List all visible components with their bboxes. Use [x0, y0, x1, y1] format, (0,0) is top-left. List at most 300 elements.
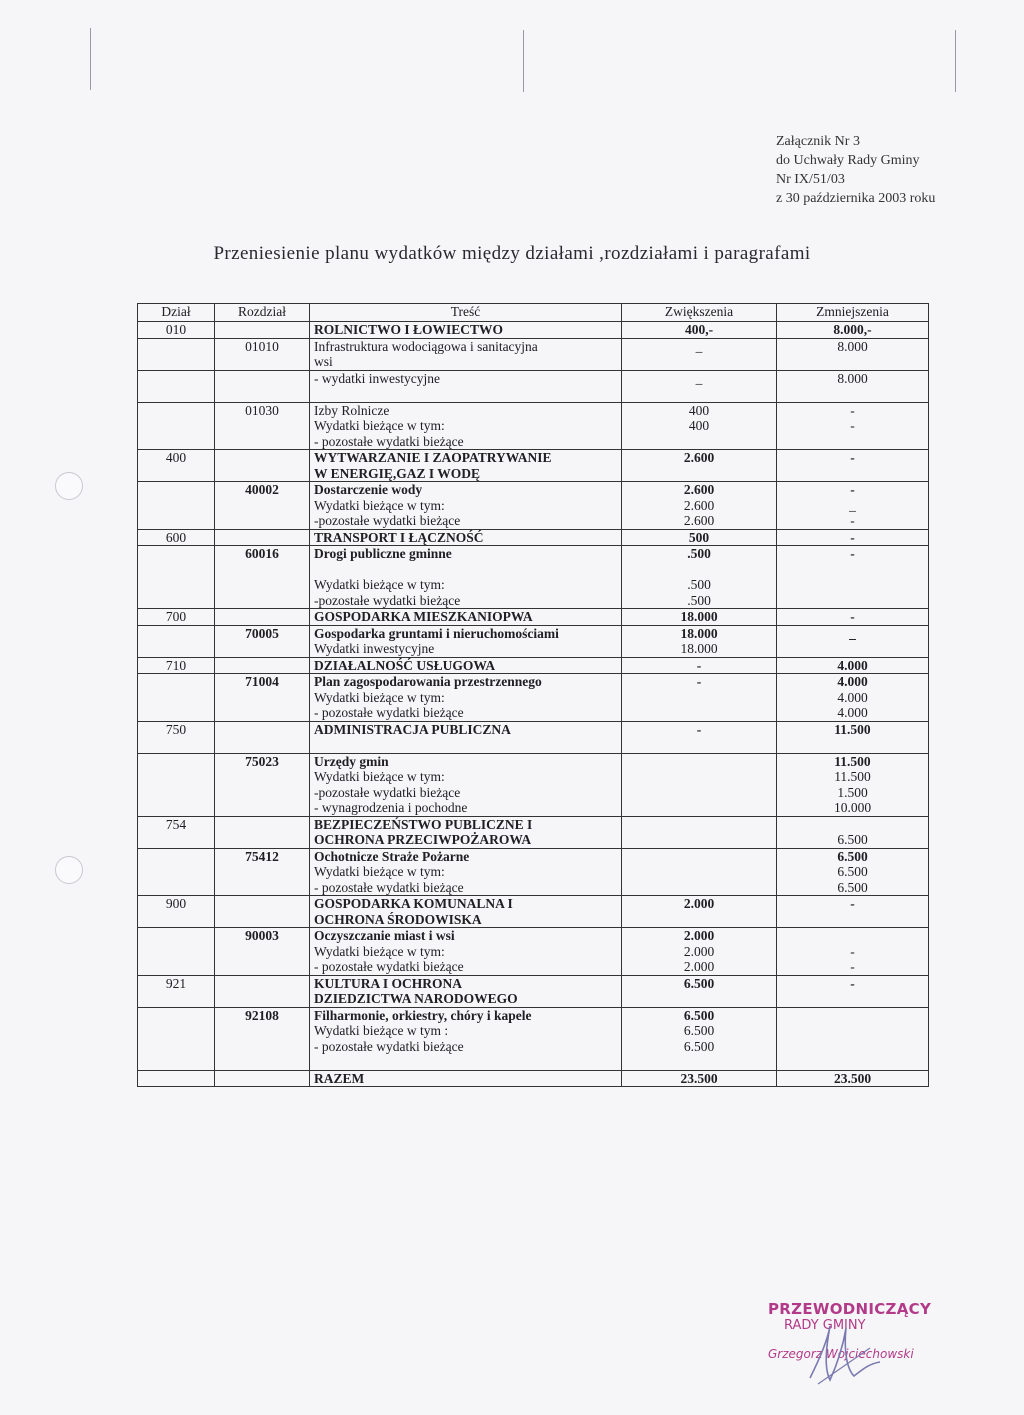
cell-zmniejszenia	[777, 609, 929, 626]
cell-zmniejszenia	[777, 402, 929, 450]
zmniejszenia-value	[781, 562, 924, 578]
zwiekszenia-value	[626, 991, 772, 1007]
zmniejszenia-value: -	[850, 959, 855, 974]
tresc-line	[314, 386, 617, 402]
cell-zmniejszenia	[777, 721, 929, 753]
cell-zwiekszenia	[622, 848, 777, 896]
rozdzial-code: 75023	[245, 753, 279, 769]
zwiekszenia-value: -	[696, 721, 702, 737]
zmniejszenia-value: -	[850, 546, 855, 561]
tresc-line: BEZPIECZEŃSTWO PUBLICZNE I	[314, 816, 533, 832]
zwiekszenia-value	[626, 466, 772, 482]
zmniejszenia-value: 23.500	[833, 1070, 872, 1086]
cell-zmniejszenia	[777, 1007, 929, 1070]
header-tresc: Treść	[310, 304, 622, 322]
tresc-line: - wydatki inwestycyjne	[314, 370, 440, 386]
cell-tresc	[310, 1007, 622, 1070]
document-title: Przeniesienie planu wydatków między działami ,rozdziałami i paragrafami	[213, 243, 811, 264]
cell-tresc	[310, 450, 622, 482]
table-row	[138, 450, 929, 482]
cell-dzial	[138, 322, 215, 339]
rozdzial-code: 71004	[245, 674, 279, 689]
zwiekszenia-value: -	[696, 657, 702, 673]
tresc-line	[314, 737, 617, 753]
cell-dzial	[138, 848, 215, 896]
cell-zmniejszenia	[777, 338, 929, 370]
zwiekszenia-value: .500	[687, 592, 711, 608]
cell-tresc	[310, 482, 622, 530]
tresc-line: Oczyszczanie miast i wsi	[314, 928, 455, 943]
stamp-name: Grzegorz Wojciechowski	[768, 1347, 914, 1361]
table-row	[138, 753, 929, 816]
zmniejszenia-value: _	[849, 497, 856, 513]
tresc-line: wsi	[314, 354, 333, 369]
zwiekszenia-value	[626, 754, 772, 770]
cell-zmniejszenia	[777, 753, 929, 816]
zmniejszenia-value: -	[850, 513, 855, 528]
zmniejszenia-value: 6.500	[837, 832, 868, 847]
zwiekszenia-value: 6.500	[683, 1023, 715, 1038]
cell-zwiekszenia	[622, 1070, 777, 1087]
attachment-line: z 30 października 2003 roku	[776, 191, 936, 206]
zmniejszenia-value	[781, 466, 924, 482]
cell-zmniejszenia	[777, 896, 929, 928]
zwiekszenia-value	[626, 434, 772, 450]
tresc-line: Wydatki inwestycyjne	[314, 641, 435, 656]
tresc-line: TRANSPORT I ŁĄCZNOŚĆ	[314, 529, 484, 545]
tresc-line: GOSPODARKA MIESZKANIOPWA	[314, 609, 533, 624]
cell-dzial	[138, 450, 215, 482]
zwiekszenia-value	[626, 800, 772, 816]
cell-zwiekszenia	[622, 482, 777, 530]
tresc-line: Wydatki bieżące w tym:	[314, 497, 445, 513]
punch-hole	[55, 856, 83, 884]
zmniejszenia-value: 11.500	[834, 769, 871, 784]
cell-zwiekszenia	[622, 674, 777, 722]
cell-tresc	[310, 370, 622, 402]
cell-zmniejszenia	[777, 450, 929, 482]
table-row	[138, 674, 929, 722]
table-row	[138, 322, 929, 339]
cell-dzial	[138, 674, 215, 722]
zmniejszenia-value: 8.000	[837, 338, 868, 354]
zmniejszenia-value: 6.500	[837, 848, 868, 864]
zwiekszenia-value	[626, 849, 772, 865]
tresc-line: ADMINISTRACJA PUBLICZNA	[314, 721, 511, 737]
zmniejszenia-value	[781, 928, 924, 944]
cell-zwiekszenia	[622, 546, 777, 609]
table-row	[138, 482, 929, 530]
zmniejszenia-value: 4.000	[837, 674, 868, 689]
cell-tresc	[310, 975, 622, 1007]
cell-dzial	[138, 402, 215, 450]
cell-tresc	[310, 529, 622, 546]
tresc-line: Wydatki bieżące w tym:	[314, 943, 445, 959]
header-zmniejszenia: Zmniejszenia	[777, 304, 929, 322]
header-zwiekszenia: Zwiększenia	[622, 304, 777, 322]
table-row	[138, 338, 929, 370]
zwiekszenia-value	[626, 912, 772, 928]
cell-rozdzial	[215, 816, 310, 848]
tresc-line: Dostarczenie wody	[314, 482, 423, 497]
zmniejszenia-value: 6.500	[837, 864, 868, 879]
budget-table	[137, 303, 929, 1087]
cell-dzial	[138, 546, 215, 609]
zwiekszenia-value: 400	[688, 418, 710, 433]
table-row	[138, 657, 929, 674]
zwiekszenia-value: 6.500	[683, 975, 715, 991]
table-row	[138, 609, 929, 626]
zwiekszenia-value: _	[695, 338, 703, 354]
zmniejszenia-value	[781, 1023, 924, 1039]
tresc-line	[314, 1054, 617, 1070]
table-row	[138, 1070, 929, 1087]
zwiekszenia-value: 23.500	[680, 1070, 718, 1086]
zmniejszenia-value: _	[849, 625, 856, 641]
tresc-line: Filharmonie, orkiestry, chóry i kapele	[314, 1007, 532, 1023]
rozdzial-code: 90003	[245, 928, 279, 943]
cell-dzial	[138, 482, 215, 530]
cell-dzial	[138, 1007, 215, 1070]
cell-rozdzial	[215, 338, 310, 370]
tresc-line: -pozostałe wydatki bieżące	[314, 513, 461, 528]
zwiekszenia-value: 2.000	[683, 943, 715, 959]
zmniejszenia-value: 4.000	[837, 689, 868, 705]
cell-zmniejszenia	[777, 975, 929, 1007]
table-row	[138, 370, 929, 402]
cell-rozdzial	[215, 402, 310, 450]
cell-rozdzial	[215, 896, 310, 928]
zmniejszenia-value: 11.500	[834, 753, 871, 769]
cell-zwiekszenia	[622, 402, 777, 450]
zmniejszenia-value: 4.000	[837, 657, 868, 673]
tresc-line: DZIAŁALNOŚĆ USŁUGOWA	[314, 657, 496, 673]
table-row	[138, 529, 929, 546]
cell-tresc	[310, 721, 622, 753]
zmniejszenia-value: -	[850, 482, 855, 497]
cell-rozdzial	[215, 546, 310, 609]
cell-zmniejszenia	[777, 848, 929, 896]
tresc-line: Infrastruktura wodociągowa i sanitacyjna	[314, 338, 538, 354]
scan-mark	[523, 30, 524, 92]
table-row	[138, 1007, 929, 1070]
attachment-header	[776, 132, 935, 208]
cell-zmniejszenia	[777, 322, 929, 339]
dzial-code: 700	[165, 609, 187, 624]
zwiekszenia-value: 400	[688, 402, 710, 418]
zmniejszenia-value	[781, 1054, 924, 1070]
zmniejszenia-value	[781, 991, 924, 1007]
cell-tresc	[310, 848, 622, 896]
zwiekszenia-value	[626, 785, 772, 801]
zmniejszenia-value: -	[850, 450, 855, 465]
cell-rozdzial	[215, 1007, 310, 1070]
table-row	[138, 896, 929, 928]
zmniejszenia-value: 4.000	[837, 705, 868, 720]
zwiekszenia-value: 2.600	[683, 497, 715, 513]
zwiekszenia-value: 500	[688, 529, 710, 545]
rozdzial-code: 75412	[245, 848, 279, 864]
cell-dzial	[138, 625, 215, 657]
cell-zwiekszenia	[622, 928, 777, 976]
cell-tresc	[310, 1070, 622, 1087]
zwiekszenia-value: 400,-	[684, 322, 714, 337]
tresc-line: OCHRONA ŚRODOWISKA	[314, 911, 482, 927]
header-dzial: Dział	[138, 304, 215, 322]
cell-dzial	[138, 529, 215, 546]
rozdzial-code: 92108	[245, 1007, 279, 1023]
cell-dzial	[138, 816, 215, 848]
zwiekszenia-value: 18.000	[680, 625, 718, 641]
table-row	[138, 848, 929, 896]
tresc-line: WYTWARZANIE I ZAOPATRYWANIE	[314, 450, 552, 465]
stamp-title: PRZEWODNICZĄCY	[768, 1300, 932, 1318]
tresc-line: -pozostałe wydatki bieżące	[314, 784, 461, 800]
cell-dzial	[138, 657, 215, 674]
tresc-line: - pozostałe wydatki bieżące	[314, 705, 464, 720]
cell-rozdzial	[215, 1070, 310, 1087]
cell-rozdzial	[215, 753, 310, 816]
tresc-line: -pozostałe wydatki bieżące	[314, 592, 461, 608]
cell-zmniejszenia	[777, 529, 929, 546]
zmniejszenia-value: 11.500	[834, 721, 871, 737]
cell-zmniejszenia	[777, 1070, 929, 1087]
tresc-line: Drogi publiczne gminne	[314, 546, 452, 561]
punch-hole	[55, 472, 83, 500]
attachment-line: Nr IX/51/03	[776, 172, 845, 187]
cell-zwiekszenia	[622, 753, 777, 816]
cell-zwiekszenia	[622, 370, 777, 402]
tresc-line: Wydatki bieżące w tym:	[314, 418, 445, 433]
dzial-code: 921	[165, 975, 187, 991]
zmniejszenia-value	[781, 593, 924, 609]
cell-zwiekszenia	[622, 529, 777, 546]
cell-zwiekszenia	[622, 721, 777, 753]
cell-rozdzial	[215, 529, 310, 546]
tresc-line: - pozostałe wydatki bieżące	[314, 959, 464, 974]
cell-zmniejszenia	[777, 625, 929, 657]
zmniejszenia-value	[781, 577, 924, 593]
cell-rozdzial	[215, 721, 310, 753]
zwiekszenia-value: 2.000	[683, 959, 715, 974]
dzial-code: 754	[165, 816, 187, 832]
cell-rozdzial	[215, 674, 310, 722]
cell-rozdzial	[215, 625, 310, 657]
tresc-line: Izby Rolnicze	[314, 402, 390, 418]
cell-zwiekszenia	[622, 975, 777, 1007]
tresc-line: ROLNICTWO I ŁOWIECTWO	[314, 322, 504, 337]
rozdzial-code: 01030	[245, 402, 279, 418]
cell-tresc	[310, 674, 622, 722]
zmniejszenia-value: 8.000	[837, 370, 868, 386]
cell-zmniejszenia	[777, 928, 929, 976]
zwiekszenia-value	[626, 832, 772, 848]
table-row	[138, 625, 929, 657]
zwiekszenia-value	[626, 737, 772, 753]
zmniejszenia-value: 1.500	[837, 784, 868, 800]
cell-rozdzial	[215, 609, 310, 626]
cell-tresc	[310, 338, 622, 370]
cell-dzial	[138, 609, 215, 626]
cell-dzial	[138, 928, 215, 976]
tresc-line: Wydatki bieżące w tym:	[314, 864, 445, 879]
zmniejszenia-value: 6.500	[837, 879, 868, 895]
cell-zwiekszenia	[622, 322, 777, 339]
tresc-line: Wydatki bieżące w tym:	[314, 689, 445, 705]
zmniejszenia-value: -	[850, 896, 855, 911]
tresc-line: GOSPODARKA KOMUNALNA I	[314, 896, 513, 911]
zwiekszenia-value: 6.500	[683, 1007, 715, 1023]
table-row	[138, 975, 929, 1007]
tresc-line: Gospodarka gruntami i nieruchomościami	[314, 625, 559, 641]
table-row	[138, 928, 929, 976]
zmniejszenia-value: -	[850, 609, 855, 624]
cell-tresc	[310, 928, 622, 976]
stamp-council: RADY GMINY	[784, 1318, 866, 1333]
tresc-line: - wynagrodzenia i pochodne	[314, 800, 468, 815]
tresc-line: DZIEDZICTWA NARODOWEGO	[314, 991, 518, 1006]
cell-zmniejszenia	[777, 657, 929, 674]
cell-dzial	[138, 338, 215, 370]
zwiekszenia-value: 6.500	[683, 1038, 715, 1054]
zwiekszenia-value	[626, 817, 772, 833]
zwiekszenia-value: 2.600	[683, 450, 715, 465]
cell-rozdzial	[215, 928, 310, 976]
cell-zmniejszenia	[777, 482, 929, 530]
cell-rozdzial	[215, 450, 310, 482]
cell-tresc	[310, 625, 622, 657]
zwiekszenia-value	[626, 864, 772, 880]
rozdzial-code: 60016	[245, 546, 279, 561]
header-rozdzial: Rozdział	[215, 304, 310, 322]
zmniejszenia-value	[781, 1008, 924, 1024]
tresc-line: W ENERGIĘ,GAZ I WODĘ	[314, 465, 481, 481]
cell-zwiekszenia	[622, 625, 777, 657]
signature-icon	[800, 1318, 890, 1393]
zwiekszenia-value	[626, 562, 772, 578]
zwiekszenia-value: 2.000	[683, 896, 715, 911]
zwiekszenia-value	[626, 769, 772, 785]
cell-rozdzial	[215, 370, 310, 402]
cell-dzial	[138, 1070, 215, 1087]
zmniejszenia-value	[781, 1039, 924, 1055]
cell-dzial	[138, 975, 215, 1007]
tresc-line: OCHRONA PRZECIWPOŻAROWA	[314, 832, 532, 847]
dzial-code: 900	[165, 896, 187, 911]
cell-tresc	[310, 609, 622, 626]
dzial-code: 750	[165, 721, 187, 737]
cell-rozdzial	[215, 848, 310, 896]
dzial-code: 600	[165, 529, 187, 545]
zwiekszenia-value: 18.000	[680, 609, 718, 624]
rozdzial-code: 40002	[245, 482, 279, 497]
zwiekszenia-value: -	[696, 674, 702, 689]
cell-zwiekszenia	[622, 816, 777, 848]
zmniejszenia-value	[781, 641, 924, 657]
cell-zmniejszenia	[777, 370, 929, 402]
tresc-line: Wydatki bieżące w tym:	[314, 769, 445, 784]
cell-zmniejszenia	[777, 674, 929, 722]
cell-zwiekszenia	[622, 338, 777, 370]
cell-rozdzial	[215, 322, 310, 339]
zmniejszenia-value: -	[850, 418, 855, 433]
zwiekszenia-value: .500	[687, 577, 711, 592]
cell-zwiekszenia	[622, 657, 777, 674]
cell-dzial	[138, 721, 215, 753]
cell-dzial	[138, 896, 215, 928]
cell-dzial	[138, 753, 215, 816]
cell-dzial	[138, 370, 215, 402]
table-row	[138, 402, 929, 450]
cell-zmniejszenia	[777, 816, 929, 848]
zwiekszenia-value: 2.600	[683, 513, 715, 528]
cell-rozdzial	[215, 657, 310, 674]
cell-tresc	[310, 546, 622, 609]
scan-mark	[90, 28, 91, 90]
table-row	[138, 816, 929, 848]
zmniejszenia-value: -	[850, 402, 855, 418]
dzial-code: 010	[165, 322, 187, 337]
zwiekszenia-value	[626, 690, 772, 706]
zwiekszenia-value	[626, 1054, 772, 1070]
dzial-code: 400	[165, 450, 187, 465]
table-row	[138, 546, 929, 609]
cell-tresc	[310, 753, 622, 816]
attachment-line: do Uchwały Rady Gminy	[776, 153, 920, 168]
tresc-line	[314, 562, 617, 578]
zwiekszenia-value: 2.600	[683, 482, 715, 497]
zwiekszenia-value: 2.000	[683, 928, 715, 943]
zmniejszenia-value: -	[850, 943, 855, 959]
cell-tresc	[310, 402, 622, 450]
zmniejszenia-value	[781, 912, 924, 928]
cell-tresc	[310, 657, 622, 674]
table-row	[138, 721, 929, 753]
zwiekszenia-value: _	[695, 370, 703, 386]
tresc-line: KULTURA I OCHRONA	[314, 975, 463, 991]
zmniejszenia-value: 10.000	[833, 800, 872, 815]
cell-tresc	[310, 816, 622, 848]
rozdzial-code: 01010	[245, 338, 279, 354]
attachment-line: Załącznik Nr 3	[776, 134, 860, 149]
tresc-line: Wydatki bieżące w tym:	[314, 577, 445, 592]
zmniejszenia-value: -	[850, 975, 855, 991]
scan-mark	[955, 30, 956, 92]
tresc-line: Urzędy gmin	[314, 753, 389, 769]
cell-rozdzial	[215, 482, 310, 530]
zmniejszenia-value	[781, 434, 924, 450]
cell-rozdzial	[215, 975, 310, 1007]
tresc-line: - pozostałe wydatki bieżące	[314, 433, 464, 449]
cell-zwiekszenia	[622, 1007, 777, 1070]
tresc-line: RAZEM	[314, 1070, 365, 1086]
zmniejszenia-value: -	[850, 529, 855, 545]
cell-zwiekszenia	[622, 609, 777, 626]
zwiekszenia-value	[626, 880, 772, 896]
cell-tresc	[310, 896, 622, 928]
zmniejszenia-value	[781, 817, 924, 833]
cell-zmniejszenia	[777, 546, 929, 609]
tresc-line: Ochotnicze Straże Pożarne	[314, 848, 470, 864]
table-header-row	[138, 304, 929, 322]
dzial-code: 710	[165, 657, 187, 673]
zwiekszenia-value: 18.000	[680, 641, 718, 656]
zwiekszenia-value	[626, 705, 772, 721]
tresc-line: Wydatki bieżące w tym :	[314, 1023, 449, 1038]
tresc-line: - pozostałe wydatki bieżące	[314, 1038, 464, 1054]
cell-tresc	[310, 322, 622, 339]
tresc-line: Plan zagospodarowania przestrzennego	[314, 674, 542, 689]
